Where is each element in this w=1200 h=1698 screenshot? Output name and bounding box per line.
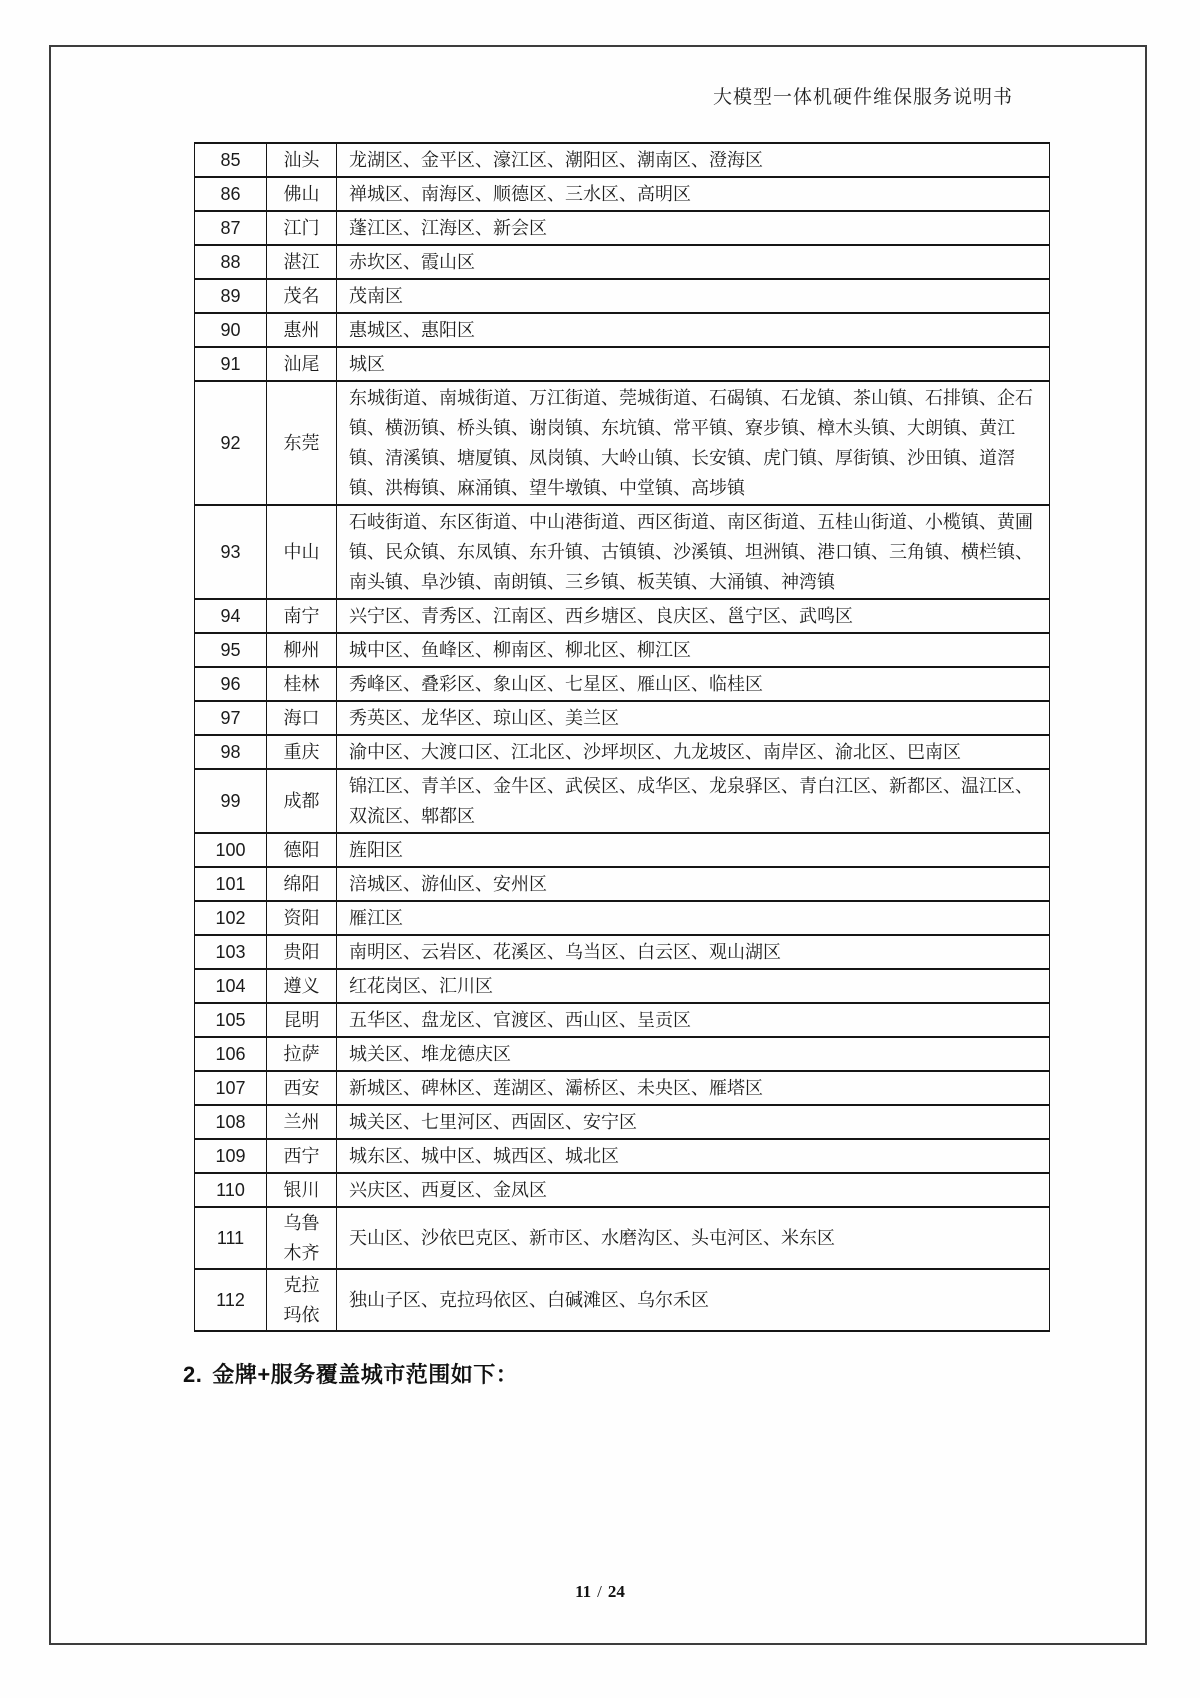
cell-districts: 雁江区 <box>337 901 1050 935</box>
cell-no: 87 <box>195 211 267 245</box>
cell-districts: 茂南区 <box>337 279 1050 313</box>
cell-districts: 城区 <box>337 347 1050 381</box>
table-row <box>195 1003 1050 1037</box>
cell-districts: 东城街道、南城街道、万江街道、莞城街道、石碣镇、石龙镇、茶山镇、石排镇、企石镇、横沥镇、桥头镇、谢岗镇、东坑镇、常平镇、寮步镇、樟木头镇、大朗镇、黄江镇、清溪镇、塘厦镇、凤岗镇、大岭山镇、长安镇、虎门镇、厚街镇、沙田镇、道滘镇、洪梅镇、麻涌镇、望牛墩镇、中堂镇、高埗镇 <box>337 381 1050 505</box>
table-row <box>195 1071 1050 1105</box>
cell-districts: 石岐街道、东区街道、中山港街道、西区街道、南区街道、五桂山街道、小榄镇、黄圃镇、民众镇、东凤镇、东升镇、古镇镇、沙溪镇、坦洲镇、港口镇、三角镇、横栏镇、南头镇、阜沙镇、南朗镇、三乡镇、板芙镇、大涌镇、神湾镇 <box>337 505 1050 599</box>
city-table-body <box>195 143 1050 1331</box>
cell-no: 111 <box>195 1207 267 1269</box>
city-coverage-table <box>194 142 1050 1332</box>
cell-no: 95 <box>195 633 267 667</box>
table-row <box>195 505 1050 599</box>
cell-city: 茂名 <box>267 279 337 313</box>
cell-city: 汕头 <box>267 143 337 177</box>
table-row <box>195 245 1050 279</box>
table-row <box>195 1207 1050 1269</box>
cell-districts: 兴庆区、西夏区、金凤区 <box>337 1173 1050 1207</box>
cell-no: 93 <box>195 505 267 599</box>
cell-city: 西安 <box>267 1071 337 1105</box>
table-row <box>195 1139 1050 1173</box>
cell-districts: 旌阳区 <box>337 833 1050 867</box>
cell-no: 85 <box>195 143 267 177</box>
table-row <box>195 599 1050 633</box>
cell-districts: 五华区、盘龙区、官渡区、西山区、呈贡区 <box>337 1003 1050 1037</box>
cell-districts: 城中区、鱼峰区、柳南区、柳北区、柳江区 <box>337 633 1050 667</box>
cell-city: 西宁 <box>267 1139 337 1173</box>
cell-districts: 天山区、沙依巴克区、新市区、水磨沟区、头屯河区、米东区 <box>337 1207 1050 1269</box>
cell-no: 101 <box>195 867 267 901</box>
cell-city: 拉萨 <box>267 1037 337 1071</box>
table-row <box>195 381 1050 505</box>
cell-districts: 秀峰区、叠彩区、象山区、七星区、雁山区、临桂区 <box>337 667 1050 701</box>
table-row <box>195 701 1050 735</box>
cell-districts: 城东区、城中区、城西区、城北区 <box>337 1139 1050 1173</box>
footer-page-separator: / <box>597 1582 602 1601</box>
cell-city: 南宁 <box>267 599 337 633</box>
cell-city: 柳州 <box>267 633 337 667</box>
cell-city: 克拉玛依 <box>267 1269 337 1331</box>
cell-city: 银川 <box>267 1173 337 1207</box>
cell-no: 91 <box>195 347 267 381</box>
table-row <box>195 143 1050 177</box>
cell-districts: 蓬江区、江海区、新会区 <box>337 211 1050 245</box>
table-row <box>195 313 1050 347</box>
cell-no: 108 <box>195 1105 267 1139</box>
cell-districts: 新城区、碑林区、莲湖区、灞桥区、未央区、雁塔区 <box>337 1071 1050 1105</box>
cell-no: 105 <box>195 1003 267 1037</box>
cell-districts: 赤坎区、霞山区 <box>337 245 1050 279</box>
cell-city: 桂林 <box>267 667 337 701</box>
cell-no: 86 <box>195 177 267 211</box>
cell-no: 100 <box>195 833 267 867</box>
cell-city: 贵阳 <box>267 935 337 969</box>
cell-districts: 禅城区、南海区、顺德区、三水区、高明区 <box>337 177 1050 211</box>
cell-no: 98 <box>195 735 267 769</box>
cell-city: 昆明 <box>267 1003 337 1037</box>
footer-page-total: 24 <box>607 1582 625 1601</box>
cell-no: 103 <box>195 935 267 969</box>
cell-no: 102 <box>195 901 267 935</box>
table-row <box>195 735 1050 769</box>
cell-no: 106 <box>195 1037 267 1071</box>
cell-districts: 城关区、堆龙德庆区 <box>337 1037 1050 1071</box>
section-heading-number: 2. <box>183 1362 203 1387</box>
cell-city: 兰州 <box>267 1105 337 1139</box>
table-row <box>195 633 1050 667</box>
cell-city: 汕尾 <box>267 347 337 381</box>
table-row <box>195 1173 1050 1207</box>
cell-city: 惠州 <box>267 313 337 347</box>
cell-no: 107 <box>195 1071 267 1105</box>
doc-header-title: 大模型一体机硬件维保服务说明书 <box>712 87 1013 108</box>
cell-districts: 南明区、云岩区、花溪区、乌当区、白云区、观山湖区 <box>337 935 1050 969</box>
table-row <box>195 769 1050 833</box>
cell-districts: 城关区、七里河区、西固区、安宁区 <box>337 1105 1050 1139</box>
cell-no: 109 <box>195 1139 267 1173</box>
cell-city: 资阳 <box>267 901 337 935</box>
cell-districts: 惠城区、惠阳区 <box>337 313 1050 347</box>
cell-city: 东莞 <box>267 381 337 505</box>
cell-districts: 兴宁区、青秀区、江南区、西乡塘区、良庆区、邕宁区、武鸣区 <box>337 599 1050 633</box>
cell-districts: 锦江区、青羊区、金牛区、武侯区、成华区、龙泉驿区、青白江区、新都区、温江区、双流区、郫都区 <box>337 769 1050 833</box>
table-row <box>195 279 1050 313</box>
cell-no: 96 <box>195 667 267 701</box>
section-heading-text: 金牌+服务覆盖城市范围如下： <box>212 1362 519 1387</box>
table-row <box>195 211 1050 245</box>
table-row <box>195 1269 1050 1331</box>
cell-city: 佛山 <box>267 177 337 211</box>
table-row <box>195 833 1050 867</box>
table-row <box>195 177 1050 211</box>
table-row <box>195 347 1050 381</box>
cell-no: 99 <box>195 769 267 833</box>
cell-districts: 红花岗区、汇川区 <box>337 969 1050 1003</box>
cell-no: 89 <box>195 279 267 313</box>
footer-page-current: 11 <box>575 1582 592 1601</box>
footer-page-number <box>0 1582 1200 1602</box>
cell-districts: 渝中区、大渡口区、江北区、沙坪坝区、九龙坡区、南岸区、渝北区、巴南区 <box>337 735 1050 769</box>
table-row <box>195 969 1050 1003</box>
table-row <box>195 935 1050 969</box>
section-heading <box>183 1358 518 1389</box>
cell-city: 湛江 <box>267 245 337 279</box>
table-row <box>195 667 1050 701</box>
cell-city: 重庆 <box>267 735 337 769</box>
cell-districts: 涪城区、游仙区、安州区 <box>337 867 1050 901</box>
cell-city: 中山 <box>267 505 337 599</box>
cell-districts: 秀英区、龙华区、琼山区、美兰区 <box>337 701 1050 735</box>
cell-no: 104 <box>195 969 267 1003</box>
cell-no: 110 <box>195 1173 267 1207</box>
cell-no: 92 <box>195 381 267 505</box>
cell-no: 90 <box>195 313 267 347</box>
cell-city: 江门 <box>267 211 337 245</box>
cell-no: 97 <box>195 701 267 735</box>
cell-city: 乌鲁木齐 <box>267 1207 337 1269</box>
table-row <box>195 867 1050 901</box>
cell-city: 德阳 <box>267 833 337 867</box>
table-row <box>195 1105 1050 1139</box>
table-row <box>195 1037 1050 1071</box>
cell-districts: 龙湖区、金平区、濠江区、潮阳区、潮南区、澄海区 <box>337 143 1050 177</box>
cell-city: 成都 <box>267 769 337 833</box>
cell-no: 112 <box>195 1269 267 1331</box>
cell-districts: 独山子区、克拉玛依区、白碱滩区、乌尔禾区 <box>337 1269 1050 1331</box>
cell-city: 绵阳 <box>267 867 337 901</box>
cell-no: 88 <box>195 245 267 279</box>
cell-no: 94 <box>195 599 267 633</box>
cell-city: 遵义 <box>267 969 337 1003</box>
cell-city: 海口 <box>267 701 337 735</box>
table-row <box>195 901 1050 935</box>
